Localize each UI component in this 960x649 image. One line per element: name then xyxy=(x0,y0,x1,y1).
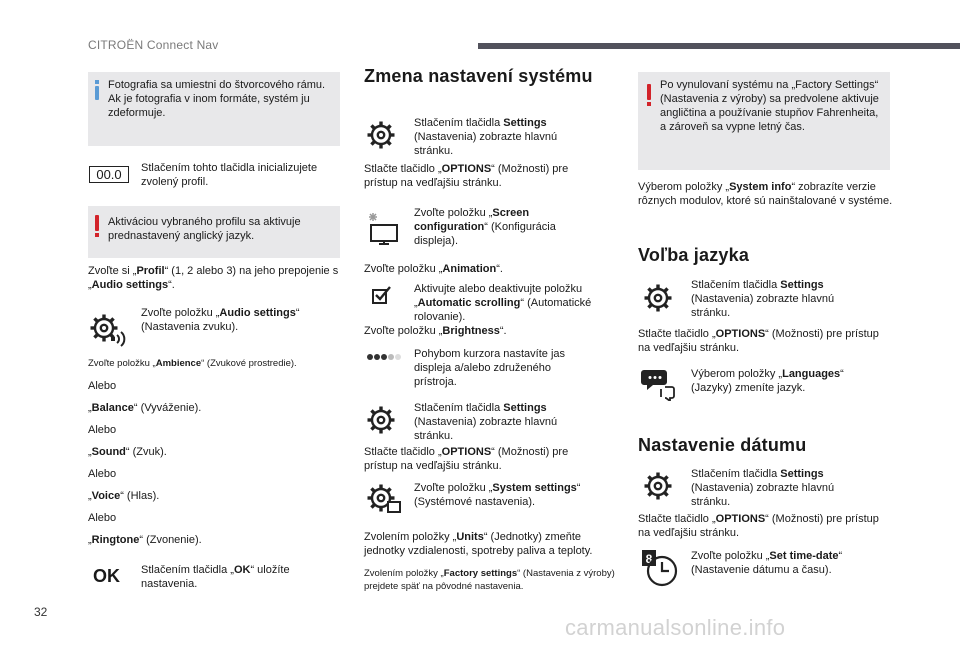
header-bar xyxy=(478,43,960,49)
settings-text xyxy=(691,278,871,320)
text-run: Zvoľte položku „ xyxy=(88,358,156,369)
section-heading-date: Nastavenie dátumu xyxy=(638,435,807,455)
text-bold: System settings xyxy=(492,482,577,494)
text-bold: Screen configuration xyxy=(414,207,530,233)
settings-gear-icon xyxy=(366,120,396,150)
automatic-scrolling-text xyxy=(414,282,604,324)
text-run: “ (Nastavenia zvuku). xyxy=(141,307,300,333)
audio-settings-icon xyxy=(89,313,129,347)
text-bold: OPTIONS xyxy=(441,446,492,458)
text-run: “ (Hlas). xyxy=(120,490,160,502)
text-run: Stlačením tlačidla xyxy=(691,468,781,480)
audio-settings-text xyxy=(141,306,339,334)
reset-text: Stlačením tohto tlačidla inicializujete zvolený profil. xyxy=(141,162,318,188)
text-run: Zvoľte položku „ xyxy=(141,307,220,319)
settings-gear-icon xyxy=(643,471,673,501)
screen-configuration-text xyxy=(414,206,594,248)
text-bold: OPTIONS xyxy=(715,328,766,340)
ok-button-icon: OK xyxy=(93,566,120,586)
text-bold: Set time-date xyxy=(769,550,839,562)
info-marker-icon xyxy=(95,86,99,100)
calendar-clock-icon xyxy=(640,548,680,588)
slider-dots-icon xyxy=(366,353,402,361)
options-text xyxy=(638,512,888,540)
page-number: 32 xyxy=(34,605,48,619)
settings-text xyxy=(691,467,871,509)
voice-text xyxy=(88,489,340,503)
ambience-text xyxy=(88,357,348,370)
options-text xyxy=(638,327,888,355)
text-run: “ (Systémové nastavenia). xyxy=(414,482,581,508)
alebo-text: Alebo xyxy=(88,512,117,524)
text-run: Stlačením tlačidla xyxy=(691,279,781,291)
text-bold: Settings xyxy=(503,117,547,129)
settings-text xyxy=(414,401,594,443)
text-run: (Nastavenia) zobrazte hlavnú stránku. xyxy=(414,416,558,442)
text-bold: Balance xyxy=(91,402,134,414)
text-run: “ (Zvonenie). xyxy=(139,534,202,546)
screen-configuration-icon xyxy=(364,211,402,245)
set-time-date-text xyxy=(691,549,876,577)
text-run: “ (Jazyky) zmeníte jazyk. xyxy=(691,368,844,394)
text-run: Zvoľte položku „ xyxy=(691,550,770,562)
text-bold: OPTIONS xyxy=(441,163,492,175)
warning-note-text: Aktiváciou vybraného profilu sa aktivuje prednastavený anglický jazyk. xyxy=(108,216,301,242)
settings-text xyxy=(414,116,594,158)
cursor-text: Pohybom kurzora nastavíte jas displeja a/alebo združeného prístroja. xyxy=(414,348,566,388)
ok-text xyxy=(141,563,339,591)
text-run: Stlačením tlačidla xyxy=(414,117,504,129)
alebo-text: Alebo xyxy=(88,380,117,392)
text-bold: OPTIONS xyxy=(715,513,766,525)
text-run: “. xyxy=(499,325,507,337)
text-bold: Ringtone xyxy=(91,534,140,546)
text-run: “ (Možnosti) pre prístup na vedľajšiu stránku. xyxy=(638,328,879,354)
system-settings-icon xyxy=(366,483,402,515)
text-run: “. xyxy=(168,279,175,291)
document-header-title: CITROËN Connect Nav xyxy=(88,38,219,52)
warning-marker-icon xyxy=(647,84,651,100)
text-run: Aktivujte alebo deaktivujte položku „ xyxy=(414,283,583,309)
text-run: “ zobrazíte verzie rôznych modulov, ktoré sú nainštalované v systéme. xyxy=(638,181,893,207)
text-bold: Automatic scrolling xyxy=(417,297,521,309)
info-note xyxy=(88,72,340,146)
text-run: (Nastavenia) zobrazte hlavnú stránku. xyxy=(691,293,835,319)
text-run: Stlačte tlačidlo „ xyxy=(638,328,716,340)
settings-gear-icon xyxy=(366,405,396,435)
text-run: Výberom položky „ xyxy=(638,181,730,193)
text-bold: Ambience xyxy=(155,358,202,369)
text-run: Zvolením položky „ xyxy=(364,568,444,579)
brightness-text xyxy=(364,324,604,338)
text-run: Stlačením tlačidla xyxy=(414,402,504,414)
text-run: Stlačte tlačidlo „ xyxy=(638,513,716,525)
text-run: Zvoľte položku „ xyxy=(364,325,443,337)
alebo-text: Alebo xyxy=(88,424,117,436)
text-bold: Settings xyxy=(780,279,824,291)
settings-gear-icon xyxy=(643,283,673,313)
text-run: Výberom položky „ xyxy=(691,368,783,380)
text-bold: Settings xyxy=(780,468,824,480)
reset-button-icon: 00.0 xyxy=(89,166,129,183)
text-bold: Sound xyxy=(91,446,126,458)
text-run: “ (Možnosti) pre prístup na vedľajšiu stránku. xyxy=(364,446,569,472)
text-run: “ (Možnosti) pre prístup na vedľajšiu stránku. xyxy=(638,513,879,539)
text-run: “ (Automatické rolovanie). xyxy=(414,297,592,323)
warning-note-factory xyxy=(638,72,890,170)
sound-text xyxy=(88,445,340,459)
profile-paragraph xyxy=(88,264,340,292)
text-bold: Factory settings xyxy=(443,568,518,579)
warning-note-text: Po vynulovaní systému na „Factory Settings“ (Nastavenia z výroby) sa predvolene aktivuje angličtina a používanie stupňov Fahrenheita, a zároveň sa vypne letný čas. xyxy=(660,79,879,133)
text-bold: Audio settings xyxy=(219,307,296,319)
animation-text xyxy=(364,262,604,276)
text-bold: Languages xyxy=(782,368,841,380)
text-run: Zvoľte položku „ xyxy=(364,263,443,275)
text-run: “ (Možnosti) pre prístup na vedľajšiu stránku. xyxy=(364,163,569,189)
text-bold: Audio settings xyxy=(91,279,169,291)
options-text xyxy=(364,162,604,190)
text-bold: System info xyxy=(729,181,792,193)
text-run: “ (Vyváženie). xyxy=(133,402,202,414)
text-bold: Profil xyxy=(136,265,165,277)
text-run: Zvoľte položku „ xyxy=(414,207,493,219)
text-bold: Settings xyxy=(503,402,547,414)
text-run: “ (Konfigurácia displeja). xyxy=(414,221,556,247)
calendar-day-number: 8 xyxy=(645,552,653,566)
text-run: “ uložíte nastavenia. xyxy=(141,564,290,590)
languages-text xyxy=(691,367,876,395)
text-run: (Nastavenia) zobrazte hlavnú stránku. xyxy=(414,131,558,157)
text-bold: Animation xyxy=(442,263,497,275)
text-run: “. xyxy=(496,263,503,275)
text-bold: OK xyxy=(233,564,251,576)
text-run: Zvoľte si „ xyxy=(88,265,137,277)
warning-marker-icon xyxy=(95,215,99,231)
text-run: “ (Nastavenie dátumu a času). xyxy=(691,550,843,576)
info-note-text: Fotografia sa umiestni do štvorcového rámu. Ak je fotografia v inom formáte, systém ju zdeformuje. xyxy=(108,79,326,119)
text-run: Zvolením položky „ xyxy=(364,531,457,543)
text-run: “ (1, 2 alebo 3) na jeho prepojenie s „ xyxy=(88,265,339,291)
text-run: Stlačte tlačidlo „ xyxy=(364,163,442,175)
text-run: „ xyxy=(88,490,92,502)
text-run: „ xyxy=(88,446,92,458)
alebo-text: Alebo xyxy=(88,468,117,480)
watermark: carmanualsonline.info xyxy=(565,615,786,640)
text-bold: Units xyxy=(456,531,484,543)
text-run: Stlačte tlačidlo „ xyxy=(364,446,442,458)
ringtone-text xyxy=(88,533,340,547)
languages-icon xyxy=(641,367,677,401)
checkbox-checked-icon xyxy=(371,285,393,305)
text-bold: Voice xyxy=(91,490,121,502)
system-info-text xyxy=(638,180,898,208)
text-run: Stlačením tlačidla „ xyxy=(141,564,234,576)
text-bold: Brightness xyxy=(442,325,500,337)
section-heading-system: Zmena nastavení systému xyxy=(364,66,593,86)
warning-note xyxy=(88,206,340,258)
options-text xyxy=(364,445,604,473)
units-text xyxy=(364,530,619,558)
text-run: “ (Zvukové prostredie). xyxy=(201,358,297,369)
text-run: “ (Nastavenia z výroby) prejdete späť na pôvodné nastavenia. xyxy=(364,568,615,592)
text-run: “ (Zvuk). xyxy=(125,446,167,458)
text-run: „ xyxy=(88,534,92,546)
text-run: „ xyxy=(88,402,92,414)
section-heading-language: Voľba jazyka xyxy=(638,245,750,265)
system-settings-text xyxy=(414,481,604,509)
text-run: (Nastavenia) zobrazte hlavnú stránku. xyxy=(691,482,835,508)
factory-settings-text xyxy=(364,567,622,593)
text-run: “ (Jednotky) zmeňte jednotky vzdialenosti, spotreby paliva a teploty. xyxy=(364,531,593,557)
text-run: Zvoľte položku „ xyxy=(414,482,493,494)
balance-text xyxy=(88,401,340,415)
